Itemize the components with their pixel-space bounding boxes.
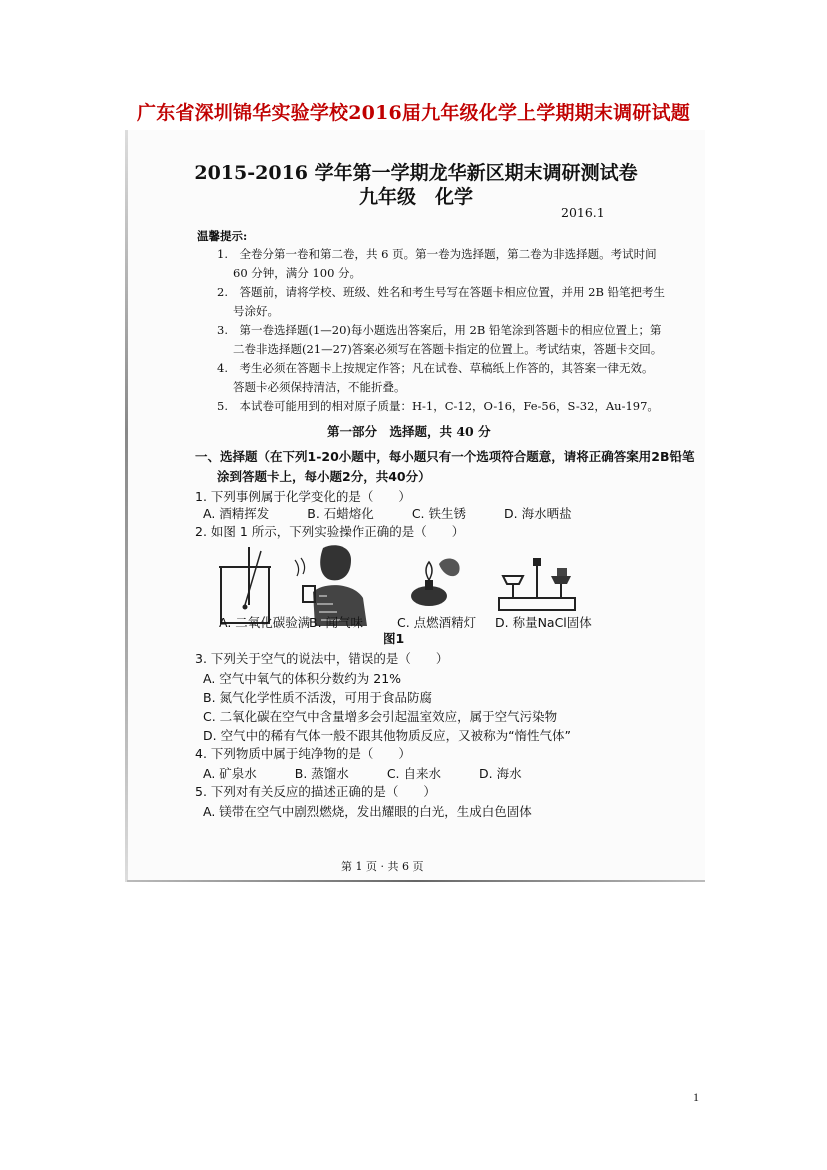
tip-line: 60 分钟，满分 100 分。 (233, 266, 362, 280)
question-3-stem: 3. 下列关于空气的说法中，错误的是（ ） (195, 651, 449, 666)
exam-page-footer: 第 1 页 · 共 6 页 (341, 860, 424, 873)
page-number: 1 (693, 1090, 699, 1104)
tip-line: 1. 全卷分第一卷和第二卷，共 6 页。第一卷为选择题，第二卷为非选择题。考试时间 (217, 247, 657, 261)
figure-label-c: C. 点燃酒精灯 (397, 615, 477, 630)
option-d: D. 海水晒盐 (504, 506, 572, 521)
tip-line: 3. 第一卷选择题(1—20)每小题选出答案后，用 2B 铅笔涂到答题卡的相应位置上；第 (217, 323, 662, 337)
option-b: B. 蒸馏水 (294, 766, 349, 781)
scanned-exam-page (127, 130, 705, 882)
tip-line: 号涂好。 (233, 304, 279, 318)
exam-title: 2015-2016 学年第一学期龙华新区期末调研测试卷 (194, 162, 638, 184)
question-3-option-c: C. 二氧化碳在空气中含量增多会引起温室效应，属于空气污染物 (203, 709, 558, 724)
scan-edge-shadow (125, 130, 128, 882)
question-5-option-a: A. 镁带在空气中剧烈燃烧，发出耀眼的白光，生成白色固体 (203, 804, 532, 819)
tip-line: 二卷非选择题(21—27)答案必须写在答题卡指定的位置上。考试结束，答题卡交回。 (233, 342, 663, 356)
balance-scale-illustration (493, 546, 581, 612)
option-c: C. 自来水 (386, 766, 441, 781)
tip-line: 答题卡必须保持清洁，不能折叠。 (233, 380, 406, 394)
question-3-option-a: A. 空气中氧气的体积分数约为 21% (203, 671, 402, 686)
figure-label-a: A. 二氧化碳验满 (219, 615, 311, 630)
question-3-option-b: B. 氮气化学性质不活泼，可用于食品防腐 (203, 690, 433, 705)
tip-line: 5. 本试卷可能用到的相对原子质量：H-1，C-12，O-16，Fe-56，S-32，Au-197。 (217, 399, 659, 413)
question-1-stem: 1. 下列事例属于化学变化的是（ ） (195, 489, 411, 504)
question-4-options (203, 764, 522, 782)
figure-label-b: B. 闻气味 (309, 615, 364, 630)
question-4-stem: 4. 下列物质中属于纯净物的是（ ） (195, 746, 411, 761)
option-a: A. 矿泉水 (203, 766, 257, 781)
option-c: C. 铁生锈 (411, 506, 466, 521)
document-title: 广东省深圳锦华实验学校2016届九年级化学上学期期末调研试题 (137, 102, 690, 124)
figure-caption: 图1 (383, 631, 405, 646)
tip-line: 4. 考生必须在答题卡上按规定作答；凡在试卷、草稿纸上作答的，其答案一律无效。 (217, 361, 654, 375)
question-3-option-d: D. 空气中的稀有气体一般不跟其他物质反应，又被称为“惰性气体” (203, 728, 572, 743)
option-b: B. 石蜡熔化 (307, 506, 374, 521)
section1-instructions: 涂到答题卡上，每小题2分，共40分） (217, 469, 431, 484)
scan-bottom-edge (127, 880, 705, 882)
exam-date: 2016.1 (561, 205, 605, 220)
section1-instructions: 一、选择题（在下列1-20小题中，每小题只有一个选项符合题意，请将正确答案用2B铅笔 (195, 449, 695, 464)
tip-line: 2. 答题前，请将学校、班级、姓名和考生号写在答题卡相应位置，并用 2B 铅笔把考生 (217, 285, 666, 299)
question-5-stem: 5. 下列对有关反应的描述正确的是（ ） (195, 784, 436, 799)
tips-heading: 温馨提示: (197, 229, 248, 243)
question-1-options (203, 504, 572, 522)
option-d: D. 海水 (479, 766, 522, 781)
exam-subtitle: 九年级 化学 (358, 186, 473, 208)
figure-label-d: D. 称量NaCl固体 (495, 615, 592, 630)
alcohol-lamp-illustration (405, 554, 465, 612)
question-2-stem: 2. 如图 1 所示，下列实验操作正确的是（ ） (195, 524, 465, 539)
part1-heading: 第一部分 选择题，共 40 分 (327, 424, 491, 439)
option-a: A. 酒精挥发 (203, 506, 270, 521)
